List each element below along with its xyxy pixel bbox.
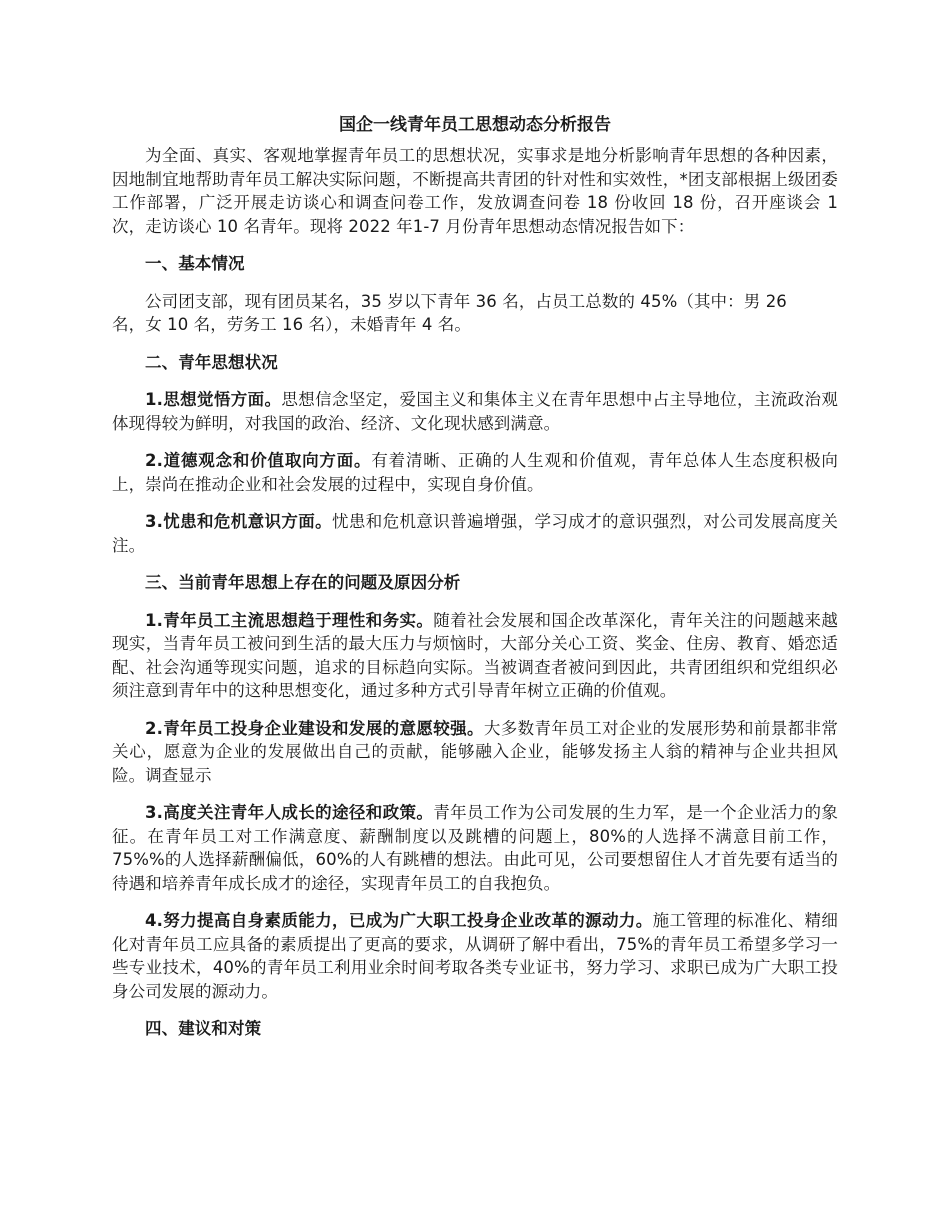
item-lead: 3.高度关注青年人成长的途径和政策。 bbox=[145, 803, 434, 822]
item-lead: 1.思想觉悟方面。 bbox=[145, 390, 282, 409]
section-3-heading: 三、当前青年思想上存在的问题及原因分析 bbox=[145, 573, 461, 592]
item-lead: 4.努力提高自身素质能力，已成为广大职工投身企业改革的源动力。 bbox=[145, 911, 653, 930]
section-1-body-line1: 公司团支部，现有团员某名，35 岁以下青年 36 名，占员工总数的 45%（其中：男 26 bbox=[145, 291, 787, 311]
item-text: 有着清晰、正确的人生观和价值观，青年总体人生态度积极向上，崇尚在推动企业和社会发展的过程中，实现自身价值。 bbox=[112, 451, 839, 494]
item-text: 青年员工作为公司发展的生力军，是一个企业活力的象征。在青年员工对工作满意度、薪酬制度以及跳槽的问题上，80%的人选择不满意目前工作，75%%的人选择薪酬偏低，60%的人有跳槽的想法。由此可见，公司要想留住人才首先要有适当的待遇和培养青年成长成才的途径，实现青年员工的自我抱负。 bbox=[112, 803, 838, 893]
section-2-item-2 bbox=[112, 449, 838, 496]
item-lead: 1.青年员工主流思想趋于理性和务实。 bbox=[145, 610, 434, 630]
item-lead: 2.青年员工投身企业建设和发展的意愿较强。 bbox=[145, 718, 484, 738]
section-1-body-line2: 名，女 10 名，劳务工 16 名），未婚青年 4 名。 bbox=[112, 315, 472, 334]
section-2-heading: 二、青年思想状况 bbox=[145, 352, 278, 372]
section-4-heading: 四、建议和对策 bbox=[145, 1019, 262, 1038]
section-2-item-3 bbox=[112, 510, 838, 557]
item-text: 忧患和危机意识普遍增强，学习成才的意识强烈，对公司发展高度关注。 bbox=[112, 512, 839, 555]
intro-paragraph: 为全面、真实、客观地掌握青年员工的思想状况，实事求是地分析影响青年思想的各种因素，因地制宜地帮助青年员工解决实际问题，不断提高共青团的针对性和实效性，*团支部根据上级团委工作部署，广泛开展走访谈心和调查问卷工作，发放调查问卷 18 份收回 18 份，召开座谈会 1 次，走访谈心 10 名青年。现将 2022 年1-7 月份青年思想动态情况报告如下： bbox=[112, 146, 838, 236]
item-text: 随着社会发展和国企改革深化，青年关注的问题越来越现实，当青年员工被问到生活的最大压力与烦恼时，大部分关心工资、奖金、住房、教育、婚恋适配、社会沟通等现实问题，追求的目标趋向实际。当被调查者被问到因此，共青团组织和党组织必须注意到青年中的这种思想变化，通过多种方式引导青年树立正确的价值观。 bbox=[112, 610, 838, 700]
section-3-item-3 bbox=[112, 801, 838, 895]
section-2-item-1 bbox=[112, 388, 838, 435]
section-1-heading: 一、基本情况 bbox=[145, 254, 245, 273]
section-3-item-1 bbox=[112, 609, 838, 703]
item-lead: 3.忧患和危机意识方面。 bbox=[145, 512, 332, 531]
item-lead: 2.道德观念和价值取向方面。 bbox=[145, 451, 372, 470]
section-3-item-2 bbox=[112, 717, 838, 788]
item-text: 施工管理的标准化、精细化对青年员工应具备的素质提出了更高的要求，从调研了解中看出，75%的青年员工希望多学习一些专业技术，40%的青年员工利用业余时间考取各类专业证书，努力学习、求职已成为广大职工投身公司发展的源动力。 bbox=[112, 911, 838, 1001]
document-title: 国企一线青年员工思想动态分析报告 bbox=[339, 115, 611, 135]
item-text: 大多数青年员工对企业的发展形势和前景都非常关心，愿意为企业的发展做出自己的贡献，能够融入企业，能够发扬主人翁的精神与企业共担风险。调查显示 bbox=[112, 718, 838, 785]
item-text: 思想信念坚定，爱国主义和集体主义在青年思想中占主导地位，主流政治观体现得较为鲜明，对我国的政治、经济、文化现状感到满意。 bbox=[112, 390, 838, 433]
section-3-item-4 bbox=[112, 909, 838, 1003]
